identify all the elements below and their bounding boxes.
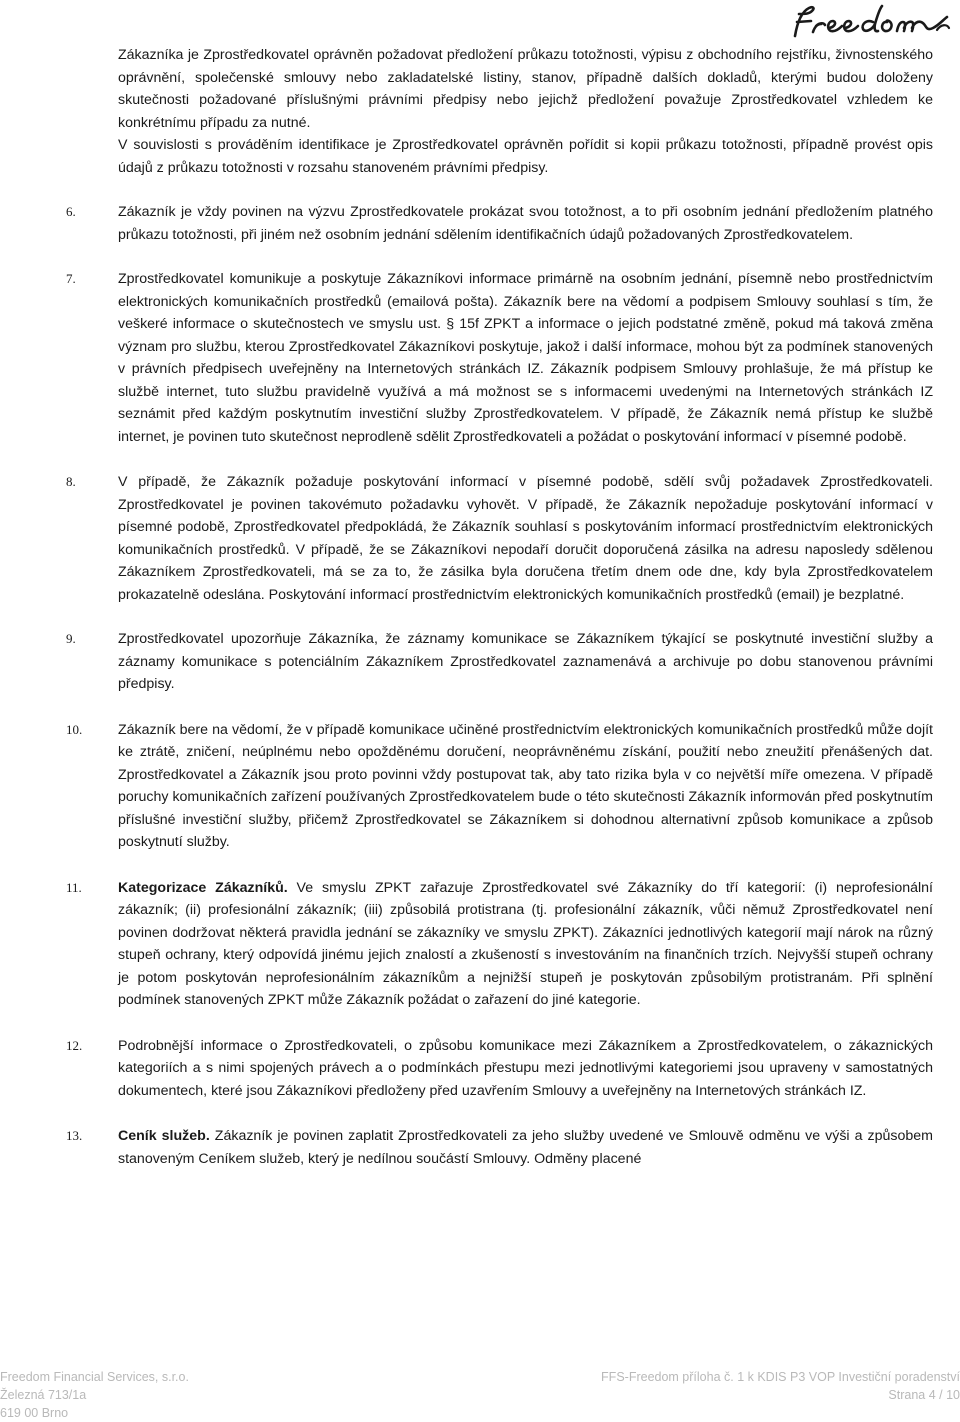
freedom-logo-icon: [787, 2, 952, 44]
item-number: 6.: [66, 204, 76, 219]
list-item: [66, 1125, 933, 1170]
item-text: Zákazník bere na vědomí, že v případě komunikace učiněné prostřednictvím elektronických komunikačních prostředků může dojít ke ztrátě, zničení, neúplnému nebo opožděnému doručení, neoprávněnému získání, použití nebo zneužití přenášených dat. Zprostředkovatel a Zákazník jsou proto povinni vždy postupovat tak, aby tato rizika byla v co největší míře omezena. V případě poruchy komunikačních zařízení používaných Zprostředkovatelem bude o této skutečnosti Zákazník informován před poskytnutím příslušné investiční služby, přičemž Zprostředkovatel se Zákazníkem si dohodnou alternativní způsob komunikace a způsob poskytnutí služby.: [118, 721, 933, 850]
item-text: Zprostředkovatel upozorňuje Zákazníka, že záznamy komunikace se Zákazníkem týkající se poskytnuté investiční služby a záznamy komunikace s potenciálním Zákazníkem Zprostředkovatel zaznamenává a archivuje po dobu stanovenou právními předpisy.: [118, 631, 933, 692]
freedom-logo: [787, 2, 952, 44]
item-number: 7.: [66, 271, 76, 286]
list-item: [66, 201, 933, 246]
item-number: 12.: [66, 1037, 83, 1053]
footer-company: Freedom Financial Services, s.r.o.: [0, 1370, 189, 1384]
footer-document-info: [601, 1368, 960, 1404]
item-number: 9.: [66, 631, 76, 646]
item-number: 8.: [66, 474, 76, 489]
item-number: 13.: [66, 1128, 83, 1143]
item-number: 10.: [66, 721, 83, 737]
item-heading: Ceník služeb.: [118, 1128, 210, 1144]
list-item: [66, 877, 933, 1012]
list-item: [66, 471, 933, 606]
item-text: Zákazník je povinen zaplatit Zprostředkovateli za jeho služby uvedené ve Smlouvě odměnu ve výši a způsobem stanoveným Ceníkem služeb, který je nedílnou součástí Smlouvy. Odměny placené: [118, 1128, 933, 1167]
list-item: [66, 268, 933, 448]
item-heading: Kategorizace Zákazníků.: [118, 879, 288, 896]
footer-city: 619 00 Brno: [0, 1406, 69, 1420]
document-body: [66, 44, 933, 1170]
list-item: [66, 719, 933, 854]
footer-company-info: [0, 1368, 189, 1422]
footer-street: Železná 713/1a: [0, 1388, 87, 1402]
item-text: Zákazník je vždy povinen na výzvu Zprostředkovatele prokázat svou totožnost, a to při osobním jednání předložením platného průkazu totožnosti, při jiném než osobním jednání sdělením identifikačních údajů požadovaných Zprostředkovatelem.: [118, 204, 933, 243]
item-text: Ve smyslu ZPKT zařazuje Zprostředkovatel své Zákazníky do tří kategorií: (i) neprofesionální zákazník; (ii) profesionální zákazník; (iii) způsobilá protistrana (tj. profesionální zákazník, vůči němuž Zprostředkovatel není povinen dodržovat některá pravidla jednání se zákazníky ve smyslu ZPKT). Zákazníci jednotlivých kategorií mají nárok na různý stupeň ochrany, který odpovídá jinému jejich znalostí a zkušeností s investováním na finančních trzích. Nejvyšší stupeň ochrany je potom poskytován neprofesionálním zákazníkům a nejnižší stupeň je poskytován způsobilým protistranám. Při splnění podmínek stanovených ZPKT může Zákazník požádat o zařazení do jiné kategorie.: [118, 879, 933, 1008]
item-number: 11.: [66, 879, 82, 895]
list-item: [66, 628, 933, 696]
intro-paragraph: Zákazníka je Zprostředkovatel oprávněn požadovat předložení průkazu totožnosti, výpisu z obchodního rejstříku, živnostenského oprávnění, společenské smlouvy nebo zakladatelské listiny, stanov, případně dalších dokladů, kterými budou doloženy skutečnosti požadované příslušnými právními předpisy nebo jejichž předložení považuje Zprostředkovatel vzhledem ke konkrétnímu případu za nutné.: [118, 47, 933, 131]
intro-paragraph: V souvislosti s prováděním identifikace je Zprostředkovatel oprávněn pořídit si kopii průkazu totožnosti, případně provést opis údajů z průkazu totožnosti v rozsahu stanoveném právními předpisy.: [118, 137, 933, 176]
item-text: V případě, že Zákazník požaduje poskytování informací v písemné podobě, sdělí svůj požadavek Zprostředkovateli. Zprostředkovatel je povinen takovémuto požadavku vyhovět. V případě, že Zákazník nepožaduje poskytování informací v písemné podobě, Zprostředkovatel předpokládá, že Zákazník souhlasí s poskytováním informací prostřednictvím elektronických komunikačních prostředků. V případě, že se Zákazníkovi nepodaří doručit doporučená zásilka na adresu naposledy sdělenou Zákazníkem Zprostředkovateli, má se za to, že zásilka byla doručena třetím dnem ode dne, kdy byla Zprostředkovatelem prokazatelně odeslána. Poskytování informací prostřednictvím elektronických komunikačních prostředků (email) je bezplatné.: [118, 474, 933, 603]
footer-page-number: Strana 4 / 10: [888, 1388, 960, 1402]
item-text: Zprostředkovatel komunikuje a poskytuje Zákazníkovi informace primárně na osobním jednání, písemně nebo prostřednictvím elektronických komunikačních prostředků (emailová pošta). Zákazník bere na vědomí a podpisem Smlouvy souhlasí s tím, že veškeré informace o skutečnostech ve smyslu ust. § 15f ZPKT a informace o jejich podstatné změně, pokud má taková změna význam pro službu, kterou Zprostředkovatel Zákazníkovi poskytuje, jakož i další informace, mohou být za podmínek stanovených v právních předpisech uveřejněny na Internetových stránkách IZ. Zákazník podpisem Smlouvy prohlašuje, že má přístup ke službě internet, tuto službu pravidelně využívá a má možnost se s informacemi uvedenými na Internetových stránkách IZ seznámit před každým poskytnutím investiční služby Zprostředkovatelem. V případě, že Zákazník nemá přístup ke službě internet, je povinen tuto skutečnost neprodleně sdělit Zprostředkovateli a požádat o poskytování informací v písemné podobě.: [118, 271, 933, 445]
footer-document-title: FFS-Freedom příloha č. 1 k KDIS P3 VOP Investiční poradenství: [601, 1370, 960, 1384]
list-item: [66, 1035, 933, 1103]
item-text: Podrobnější informace o Zprostředkovateli, o způsobu komunikace mezi Zákazníkem a Zprostředkovatelem, o zákaznických kategoriích a s nimi spojených právech a o podmínkách přestupu mezi jednotlivými kategoriemi jsou upraveny v samostatných dokumentech, které jsou Zákazníkovi předloženy před uzavřením Smlouvy a uveřejněny na Internetových stránkách IZ.: [118, 1037, 933, 1099]
